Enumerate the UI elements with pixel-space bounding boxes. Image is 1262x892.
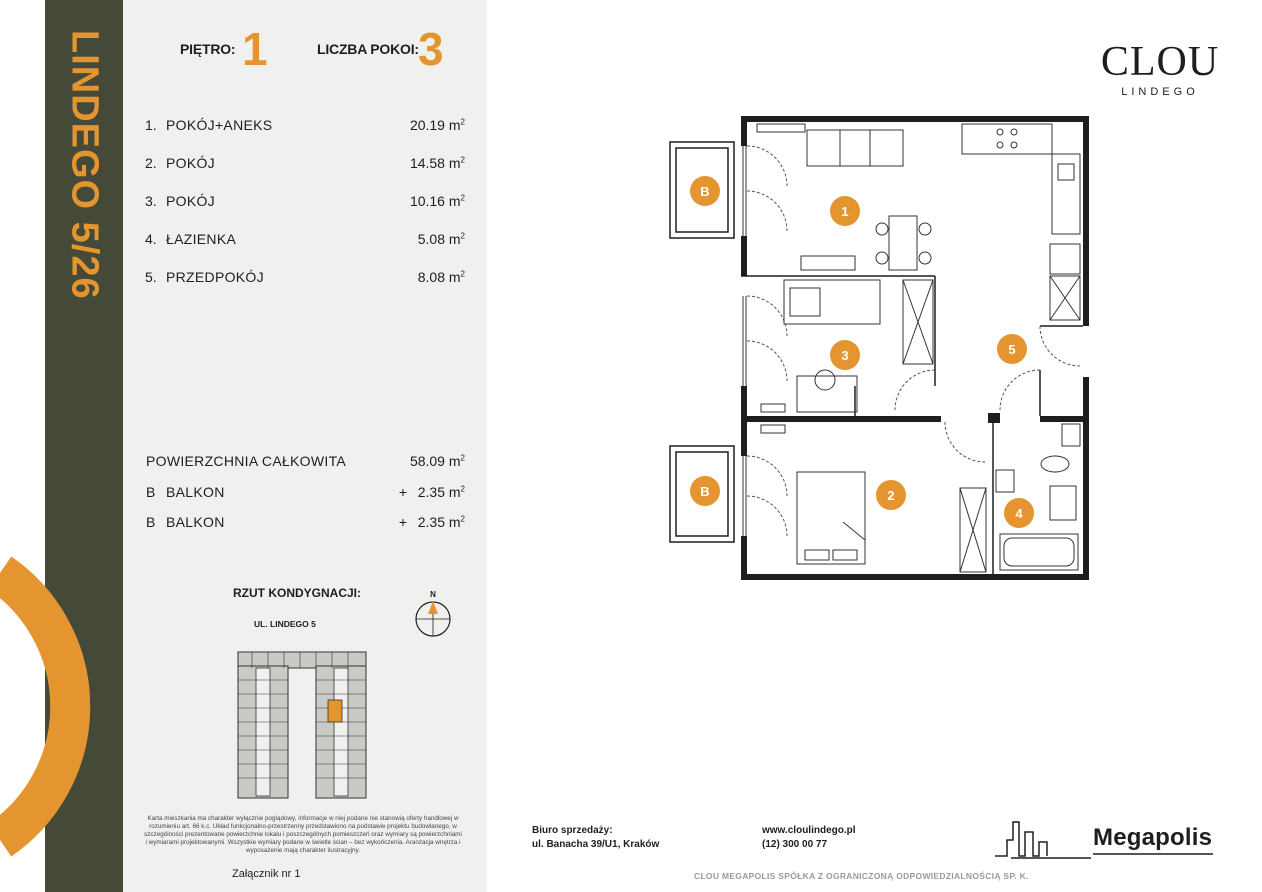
room-area: 5.08 $m^2$	[417, 231, 465, 247]
total-area-value: 58.09 $m^2$	[409, 453, 465, 469]
room-row	[145, 231, 465, 251]
svg-text:3: 3	[841, 348, 849, 363]
info-panel	[0, 0, 487, 892]
room-area: 10.16 $m^2$	[409, 193, 465, 209]
phone-number: (12) 300 00 77	[762, 839, 828, 850]
room-name: PRZEDPOKÓJ	[166, 269, 264, 285]
room-number: 3.	[145, 193, 157, 209]
floor-value: 1	[242, 23, 268, 75]
balcony-letter: B	[146, 484, 156, 500]
floor-label: PIĘTRO:	[180, 41, 236, 57]
total-area-label: POWIERZCHNIA CAŁKOWITA	[146, 453, 347, 469]
room-name: POKÓJ+ANEKS	[166, 117, 273, 133]
balcony-plus: +	[398, 484, 407, 500]
apartment-title: LINDEGO 5/26	[63, 30, 106, 300]
svg-text:B: B	[700, 484, 710, 499]
compass-icon	[412, 588, 456, 640]
rooms-count-value: 3	[418, 23, 444, 75]
logo-main: CLOU	[1100, 39, 1220, 85]
rooms-count-label: LICZBA POKOI:	[317, 41, 419, 57]
room-name: POKÓJ	[166, 155, 215, 171]
megapolis-logo: Megapolis	[1093, 824, 1213, 851]
room-name: ŁAZIENKA	[166, 231, 237, 247]
balcony-name: BALKON	[166, 514, 225, 530]
balcony-area: 2.35 $m^2$	[417, 514, 465, 530]
room-number: 5.	[145, 269, 157, 285]
room-number: 2.	[145, 155, 157, 171]
room-area: 8.08 $m^2$	[417, 269, 465, 285]
company-name: CLOU MEGAPOLIS SPÓŁKA Z OGRANICZONĄ ODPOWIEDZIALNOŚCIĄ SP. K.	[694, 871, 1029, 881]
room-row	[145, 117, 465, 137]
balcony-row	[146, 514, 465, 534]
disclaimer-text: Karta mieszkania ma charakter wyłącznie poglądowy, informacje w niej podane nie stanowią oferty handlowej w rozumieniu art. 66 k.c. Układ funkcjonalno-przestrzenny przedstawiono na podstawie projektu budowlanego, w szczególności prezentowane powierzchnie lokalu i poszczególnych pomieszczeń oraz wymiary są powierzchniami i wymiarami projektowanymi. Wszystkie wymiary podane w świetle ścian – bez wykończenia. Aranżacja wnętrza i wyposażenie mają charakter ilustracyjny.	[144, 815, 462, 854]
room-area: 20.19 $m^2$	[409, 117, 465, 133]
contact-info	[762, 824, 856, 852]
office-label: Biuro sprzedaży:	[532, 825, 613, 836]
skyline-icon	[993, 818, 1093, 860]
site-street: UL. LINDEGO 5	[254, 619, 316, 629]
svg-text:4: 4	[1015, 506, 1023, 521]
website-link[interactable]: www.cloulindego.pl	[762, 825, 856, 836]
balcony-row	[146, 484, 465, 504]
floor-plan	[660, 110, 1100, 585]
svg-text:1: 1	[841, 204, 849, 219]
clou-logo	[1100, 40, 1220, 98]
room-row	[145, 269, 465, 289]
svg-text:N: N	[430, 590, 436, 599]
balcony-plus: +	[398, 514, 407, 530]
svg-text:5: 5	[1008, 342, 1016, 357]
site-plan-icon	[236, 648, 368, 800]
office-address: ul. Banacha 39/U1, Kraków	[532, 839, 660, 850]
svg-text:B: B	[700, 184, 710, 199]
office-info	[532, 824, 659, 852]
site-plan-title: RZUT KONDYGNACJI:	[233, 586, 361, 600]
balcony-area: 2.35 $m^2$	[417, 484, 465, 500]
svg-text:2: 2	[887, 488, 895, 503]
total-area-row	[146, 453, 465, 473]
balcony-name: BALKON	[166, 484, 225, 500]
logo-sub: LINDEGO	[1121, 86, 1199, 98]
balcony-letter: B	[146, 514, 156, 530]
attachment-label: Załącznik nr 1	[232, 868, 301, 880]
room-area: 14.58 $m^2$	[409, 155, 465, 171]
room-name: POKÓJ	[166, 193, 215, 209]
room-row	[145, 193, 465, 213]
room-number: 4.	[145, 231, 157, 247]
room-row	[145, 155, 465, 175]
room-number: 1.	[145, 117, 157, 133]
